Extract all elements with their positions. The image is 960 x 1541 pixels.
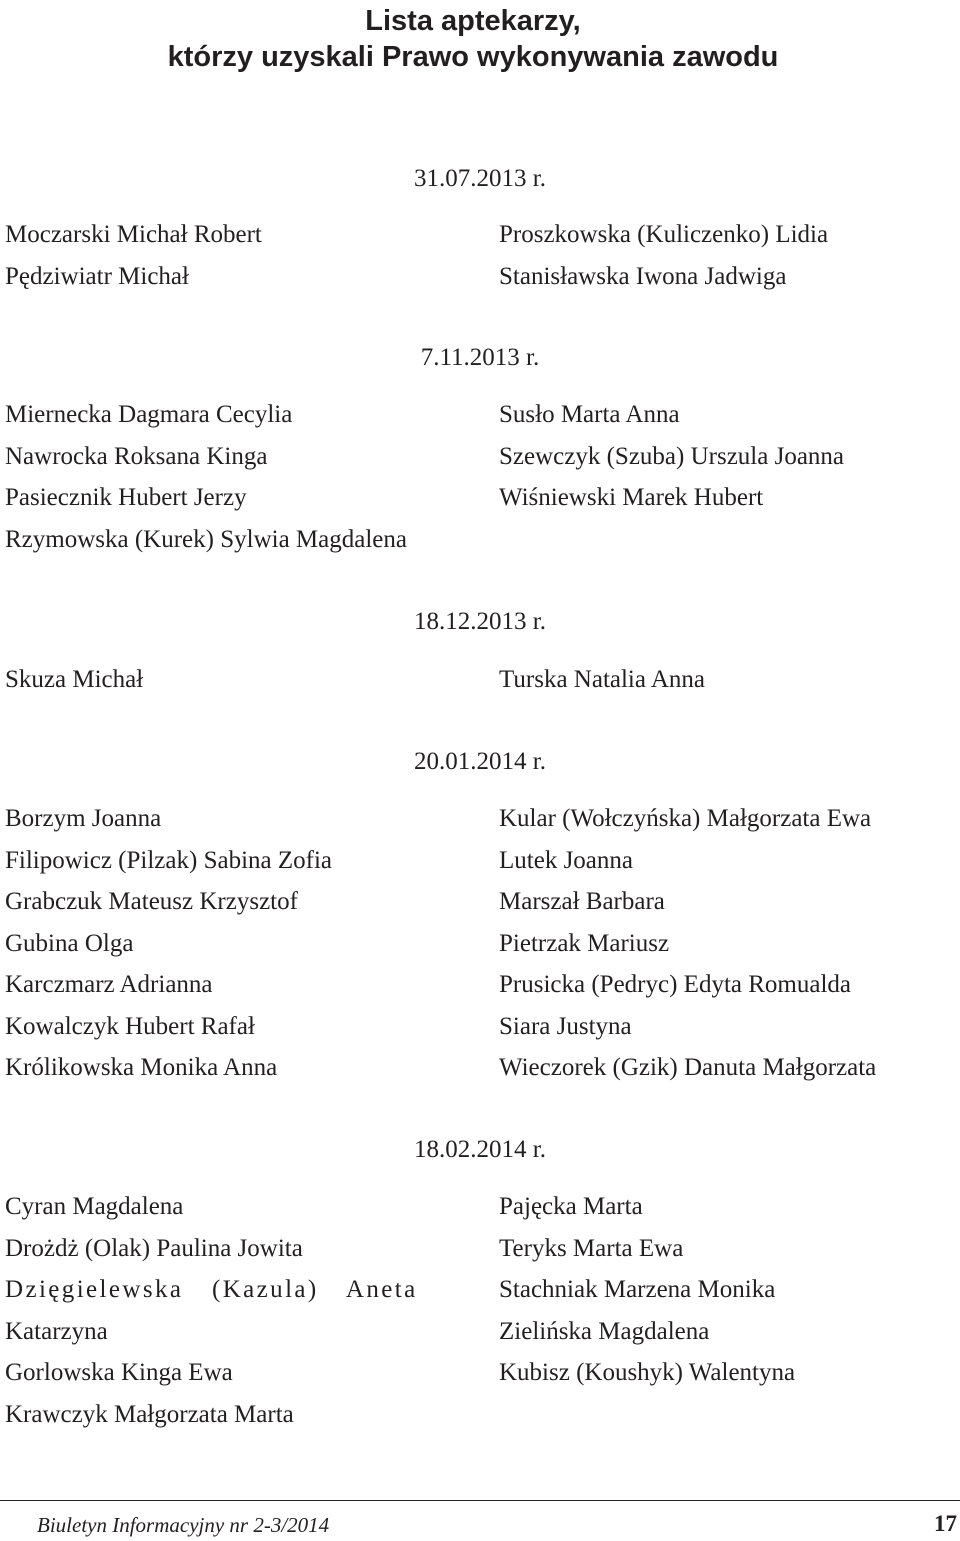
list-item: Skuza Michał — [5, 666, 144, 693]
list-item: Wiśniewski Marek Hubert — [499, 484, 764, 511]
list-item: Gorlowska Kinga Ewa — [5, 1359, 233, 1386]
section-date: 20.01.2014 r. — [414, 748, 546, 775]
names-left-column — [5, 798, 465, 1089]
list-item: Lutek Joanna — [499, 846, 633, 874]
list-item: Cyran Magdalena — [5, 1193, 184, 1220]
list-item: Filipowicz (Pilzak) Sabina Zofia — [5, 846, 333, 874]
section-date: 31.07.2013 r. — [414, 165, 546, 192]
title-line-1: Lista aptekarzy, — [365, 5, 581, 37]
list-item: Królikowska Monika Anna — [5, 1054, 278, 1081]
names-left-column — [5, 659, 465, 701]
names-right-column — [499, 394, 954, 519]
list-item: Borzym Joanna — [5, 805, 162, 832]
list-item: Pasiecznik Hubert Jerzy — [5, 484, 247, 511]
list-item: Wieczorek (Gzik) Danuta Małgorzata — [499, 1054, 877, 1081]
names-left-column — [5, 1186, 465, 1435]
list-item: Grabczuk Mateusz Krzysztof — [5, 888, 298, 915]
list-item: Prusicka (Pedryc) Edyta Romualda — [499, 971, 851, 998]
list-item: Turska Natalia Anna — [499, 666, 705, 693]
list-item: Krawczyk Małgorzata Marta — [5, 1400, 294, 1428]
list-item: Gubina Olga — [5, 929, 134, 957]
list-item: Dzięgielewska (Kazula) Aneta — [5, 1276, 418, 1303]
section-date: 7.11.2013 r. — [420, 344, 540, 371]
list-item: Rzymowska (Kurek) Sylwia Magdalena — [5, 525, 407, 553]
list-item: Pietrzak Mariusz — [499, 929, 670, 957]
list-item: Kowalczyk Hubert Rafał — [5, 1012, 255, 1040]
list-item: Miernecka Dagmara Cecylia — [5, 401, 293, 428]
title-line-2: którzy uzyskali Prawo wykonywania zawodu — [167, 41, 779, 73]
list-item: Stanisławska Iwona Jadwiga — [499, 262, 787, 290]
list-item: Katarzyna — [5, 1317, 108, 1345]
section-date: 18.12.2013 r. — [414, 608, 546, 635]
names-right-column — [499, 214, 954, 297]
list-item: Proszkowska (Kuliczenko) Lidia — [499, 221, 829, 248]
list-item: Karczmarz Adrianna — [5, 971, 213, 998]
names-left-column — [5, 214, 465, 297]
list-item: Szewczyk (Szuba) Urszula Joanna — [499, 442, 845, 470]
names-right-column — [499, 659, 954, 701]
names-right-column — [499, 1186, 954, 1394]
names-left-column — [5, 394, 465, 560]
list-item: Susło Marta Anna — [499, 401, 680, 428]
list-item: Moczarski Michał Robert — [5, 221, 262, 248]
list-item: Pędziwiatr Michał — [5, 262, 189, 290]
list-item: Stachniak Marzena Monika — [499, 1276, 776, 1303]
list-item: Pajęcka Marta — [499, 1193, 643, 1220]
list-item: Marszał Barbara — [499, 888, 665, 915]
page-number: 17 — [934, 1511, 957, 1536]
list-item: Kular (Wołczyńska) Małgorzata Ewa — [499, 805, 872, 832]
list-item: Zielińska Magdalena — [499, 1317, 710, 1345]
publication-name: Biuletyn Informacyjny nr 2-3/2014 — [37, 1513, 330, 1537]
list-item: Siara Justyna — [499, 1012, 632, 1040]
list-item: Drożdż (Olak) Paulina Jowita — [5, 1234, 303, 1262]
list-item: Teryks Marta Ewa — [499, 1234, 684, 1262]
footer-divider — [0, 1500, 960, 1501]
names-right-column — [499, 798, 954, 1089]
list-item: Kubisz (Koushyk) Walentyna — [499, 1359, 796, 1386]
list-item: Nawrocka Roksana Kinga — [5, 442, 268, 470]
section-date: 18.02.2014 r. — [414, 1136, 546, 1163]
